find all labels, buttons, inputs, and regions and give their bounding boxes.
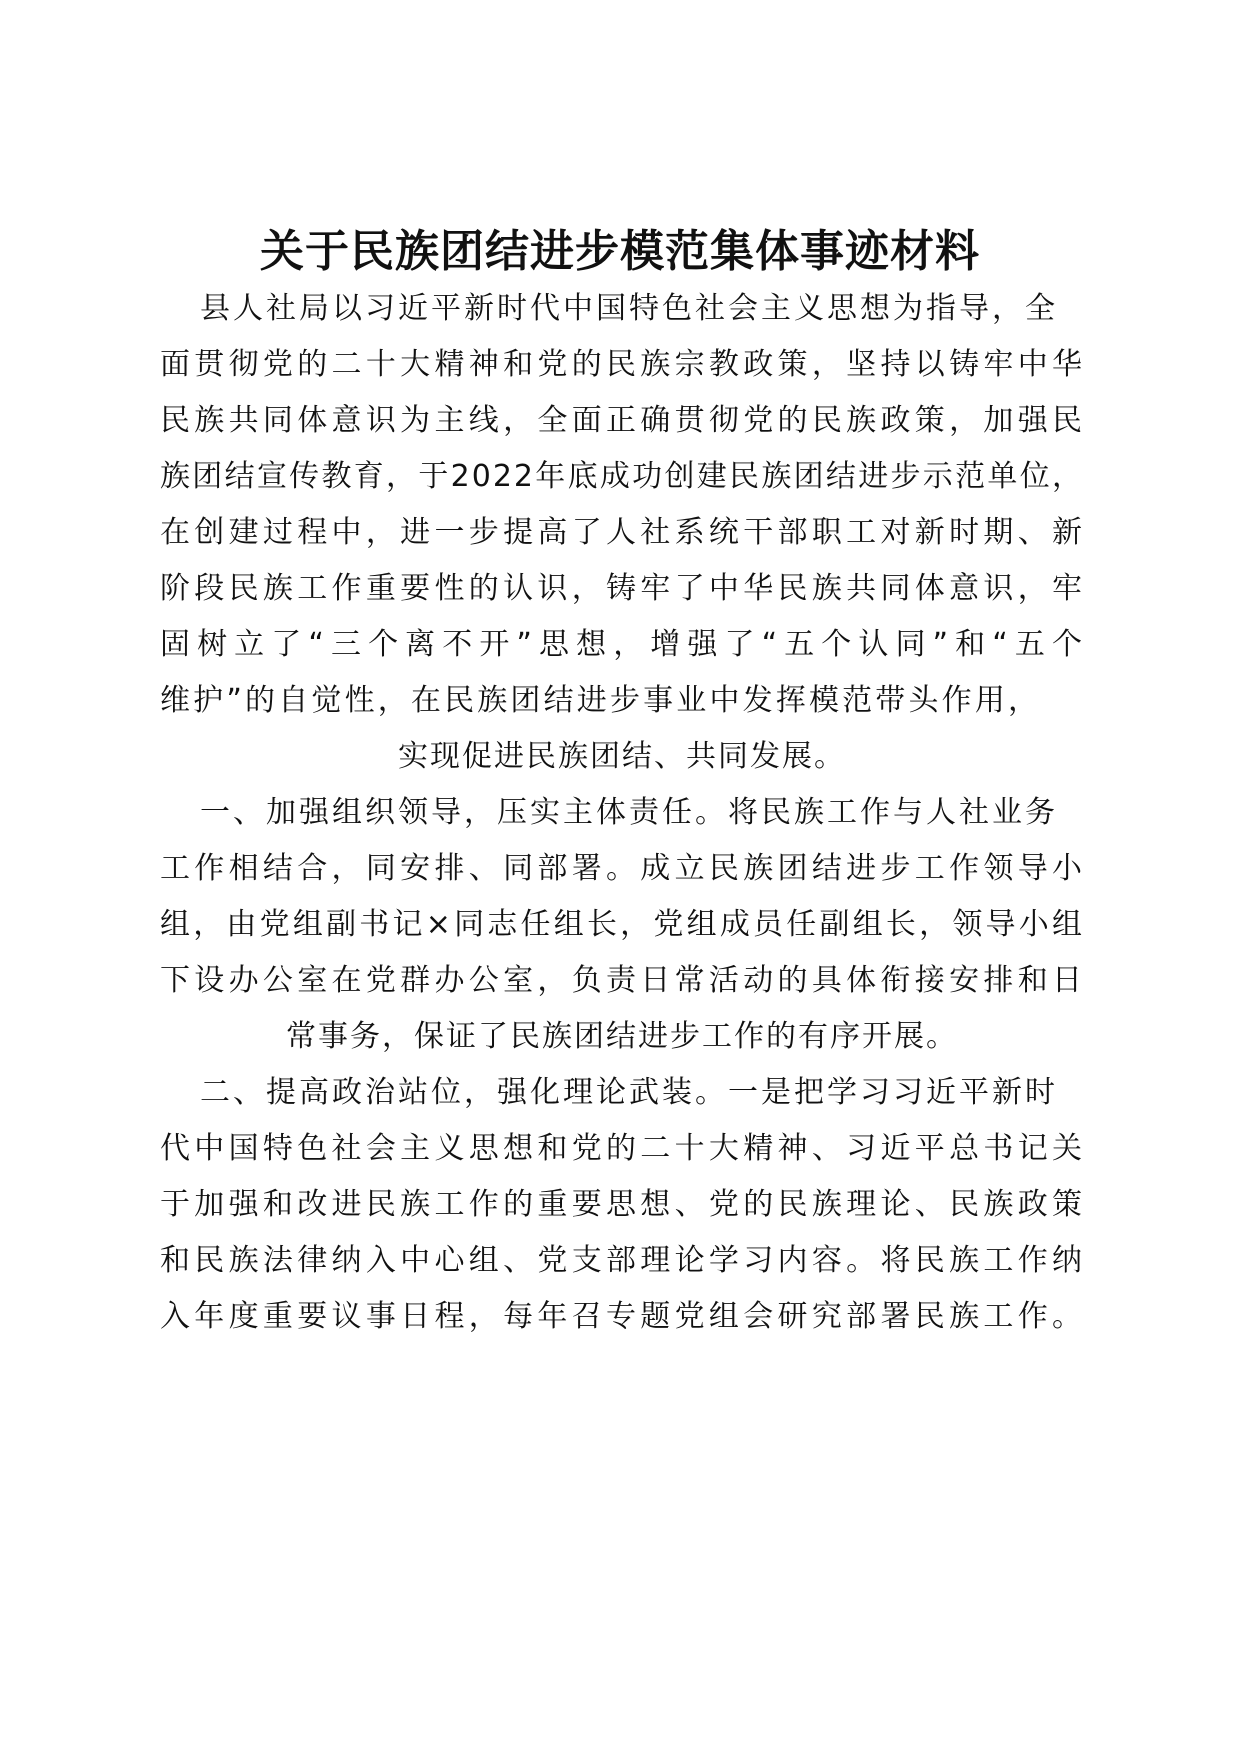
paragraph-line: 工作相结合，同安排、同部署。成立民族团结进步工作领导小 [160,851,1084,886]
paragraph-line: 和民族法律纳入中心组、党支部理论学习内容。将民族工作纳 [160,1243,1084,1278]
paragraph-line: 一、加强组织领导，压实主体责任。将民族工作与人社业务 [200,795,1058,830]
paragraph-line: 阶段民族工作重要性的认识，铸牢了中华民族共同体意识，牢 [160,571,1084,606]
paragraph-line: 在创建过程中，进一步提高了人社系统干部职工对新时期、新 [160,515,1084,550]
paragraph-line: 民族共同体意识为主线，全面正确贯彻党的民族政策，加强民 [160,403,1084,438]
paragraph-line: 维护”的自觉性，在民族团结进步事业中发挥模范带头作用， [160,683,1040,718]
paragraph-line: 于加强和改进民族工作的重要思想、党的民族理论、民族政策 [160,1187,1084,1222]
paragraph-line: 常事务，保证了民族团结进步工作的有序开展。 [286,1019,958,1054]
paragraph-line: 固树立了“三个离不开”思想，增强了“五个认同”和“五个 [160,627,1084,662]
paragraph-line: 县人社局以习近平新时代中国特色社会主义思想为指导，全 [200,291,1058,326]
paragraph-line: 面贯彻党的二十大精神和党的民族宗教政策，坚持以铸牢中华 [160,347,1084,382]
paragraph-line: 实现促进民族团结、共同发展。 [398,739,846,774]
paragraph-line: 下设办公室在党群办公室，负责日常活动的具体衔接安排和日 [160,963,1084,998]
paragraph-line: 二、提高政治站位，强化理论武装。一是把学习习近平新时 [200,1075,1058,1110]
paragraph-line: 组，由党组副书记×同志任组长，党组成员任副组长，领导小组 [160,907,1084,942]
paragraph-line: 代中国特色社会主义思想和党的二十大精神、习近平总书记关 [160,1131,1084,1166]
paragraph-line: 族团结宣传教育，于2022年底成功创建民族团结进步示范单位， [160,459,1084,494]
paragraph-line: 入年度重要议事日程，每年召专题党组会研究部署民族工作。 [160,1299,1084,1334]
document-title: 关于民族团结进步模范集体事迹材料 [260,226,980,277]
